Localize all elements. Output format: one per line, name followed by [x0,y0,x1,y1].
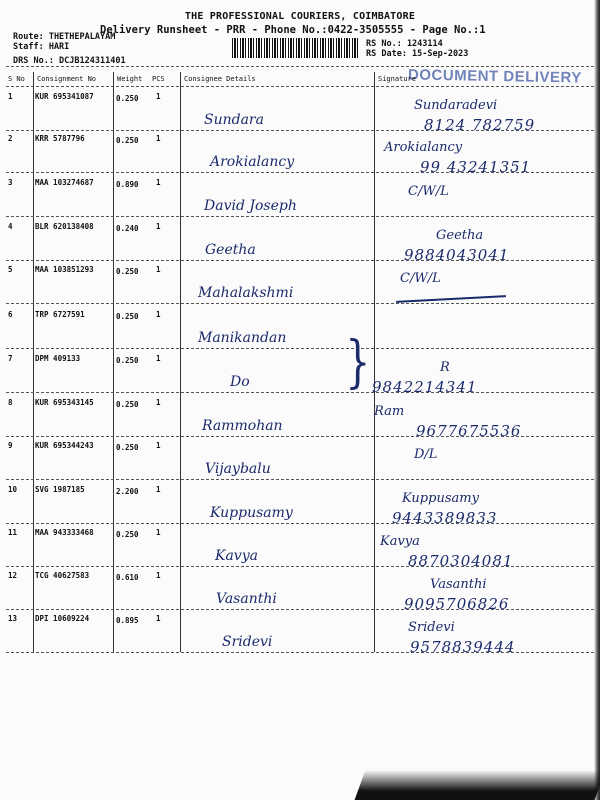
row-phone: 9443389833 [392,509,498,527]
col-divider [113,72,114,652]
row-consignee-handwritten: David Joseph [204,198,297,214]
row-signature: C/W/L [400,271,441,286]
row-signature: C/W/L [408,184,449,199]
row-consignment-no: KRR 5787796 [35,134,85,143]
row-consignee-handwritten: Sundara [204,112,264,128]
header-divider [6,66,594,67]
row-divider [6,523,594,524]
col-divider [374,72,375,652]
row-consignment-no: KUR 695343145 [35,398,94,407]
row-consignment-no: KUR 695341087 [35,92,94,101]
row-pcs: 1 [156,222,161,231]
row-pcs: 1 [156,528,161,537]
row-consignment-no: SVG 1987185 [35,485,85,494]
row-sno: 10 [8,485,18,494]
row-signature: Ram [374,404,405,419]
row-pcs: 1 [156,310,161,319]
row-divider [6,348,594,349]
row-weight: 0.250 [116,136,139,145]
runsheet-subtitle: Delivery Runsheet - PRR - Phone No.:0422-3505555 - Page No.:1 [100,24,486,36]
row-signature: D/L [414,447,438,462]
col-header-pcs: PCS [152,75,165,83]
row-consignee-handwritten: Mahalakshmi [198,285,294,301]
row-weight: 0.250 [116,356,139,365]
row-phone: 9095706826 [404,595,510,613]
drs-number: DRS No.: DCJB124311401 [13,56,126,66]
row-divider [6,216,594,217]
row-pcs: 1 [156,354,161,363]
row-sno: 8 [8,398,13,407]
row-consignment-no: BLR 620138408 [35,222,94,231]
row-pcs: 1 [156,134,161,143]
rs-number: RS No.: 1243114 [366,39,443,49]
row-sno: 7 [8,354,13,363]
row-weight: 2.200 [116,487,139,496]
row-consignment-no: TRP 6727591 [35,310,85,319]
row-signature: Kavya [380,534,420,549]
row-weight: 0.250 [116,530,139,539]
row-consignee-handwritten: Arokialancy [210,154,295,170]
row-phone: 8870304081 [408,552,514,570]
row-pcs: 1 [156,92,161,101]
row-sno: 3 [8,178,13,187]
route-label: Route: THETHEPALAYAM [13,32,116,42]
col-divider [180,72,181,652]
row-weight: 0.250 [116,443,139,452]
row-phone: 9578839444 [410,638,516,656]
rs-date: RS Date: 15-Sep-2023 [366,49,469,59]
row-weight: 0.250 [116,94,139,103]
row-pcs: 1 [156,571,161,580]
row-signature: Sridevi [408,620,455,635]
row-divider [6,130,594,131]
col-header-signature: Signature [378,75,416,83]
scan-corner-shadow [355,770,600,800]
row-consignment-no: DPM 409133 [35,354,81,363]
row-divider [6,566,594,567]
row-consignee-handwritten: Vijaybalu [205,461,271,477]
row-sno: 5 [8,265,13,274]
row-phone: 9842214341 [372,378,478,396]
row-signature: Geetha [436,228,484,243]
brace-mark: } [345,330,371,395]
row-divider [6,260,594,261]
row-consignee-handwritten: Kavya [215,548,258,564]
row-weight: 0.895 [116,616,139,625]
row-sno: 1 [8,92,13,101]
row-signature: Kuppusamy [402,491,479,506]
row-consignment-no: KUR 695344243 [35,441,94,450]
company-title: THE PROFESSIONAL COURIERS, COIMBATORE [184,11,416,22]
row-divider [6,479,594,480]
col-header-consignee: Consignee Details [184,75,256,83]
row-consignment-no: MAA 103851293 [35,265,94,274]
row-divider [6,652,594,653]
row-divider [6,609,594,610]
row-weight: 0.250 [116,312,139,321]
column-header-divider [6,86,594,87]
row-consignee-handwritten: Sridevi [222,634,273,650]
row-consignment-no: MAA 103274687 [35,178,94,187]
row-weight: 0.610 [116,573,139,582]
row-pcs: 1 [156,614,161,623]
row-weight: 0.250 [116,267,139,276]
row-consignee-handwritten: Geetha [205,242,256,258]
row-consignee-handwritten: Kuppusamy [210,505,293,521]
row-phone: 8124 782759 [424,116,536,134]
row-sno: 9 [8,441,13,450]
row-pcs: 1 [156,398,161,407]
staff-label: Staff: HARI [13,42,70,52]
row-signature: Arokialancy [384,140,463,155]
row-pcs: 1 [156,178,161,187]
row-consignee-handwritten: Do [230,374,250,390]
document-delivery-stamp: DOCUMENT DELIVERY [407,66,582,87]
row-divider [6,436,594,437]
row-weight: 0.250 [116,400,139,409]
row-sno: 11 [8,528,18,537]
row-phone: 9677675536 [416,422,522,440]
barcode [232,38,360,58]
row-pcs: 1 [156,441,161,450]
col-header-weight: Weight [117,75,143,83]
row-divider [6,172,594,173]
row-sno: 12 [8,571,18,580]
row-consignee-handwritten: Vasanthi [216,591,277,607]
row-consignment-no: TCG 40627583 [35,571,90,580]
col-divider [33,72,34,652]
row-pcs: 1 [156,265,161,274]
row-phone: 9884043041 [404,246,510,264]
row-sno: 6 [8,310,13,319]
scan-edge-shadow [594,0,600,800]
row-signature: Vasanthi [430,577,487,592]
row-weight: 0.890 [116,180,139,189]
row-consignee-handwritten: Rammohan [202,418,283,434]
row-consignee-handwritten: Manikandan [198,330,287,346]
row-divider [6,392,594,393]
row-signature: Sundaradevi [414,98,498,113]
col-header-consignment: Consignment No [37,75,97,83]
row-weight: 0.240 [116,224,139,233]
row-consignment-no: DPI 10609224 [35,614,90,623]
row-consignment-no: MAA 943333468 [35,528,94,537]
row-signature: R [440,360,450,375]
strike-mark [396,295,506,303]
row-sno: 4 [8,222,13,231]
row-pcs: 1 [156,485,161,494]
col-header-sno: S No [8,75,25,83]
row-phone: 99 43241351 [420,158,532,176]
row-sno: 2 [8,134,13,143]
row-sno: 13 [8,614,18,623]
row-divider [6,303,594,304]
